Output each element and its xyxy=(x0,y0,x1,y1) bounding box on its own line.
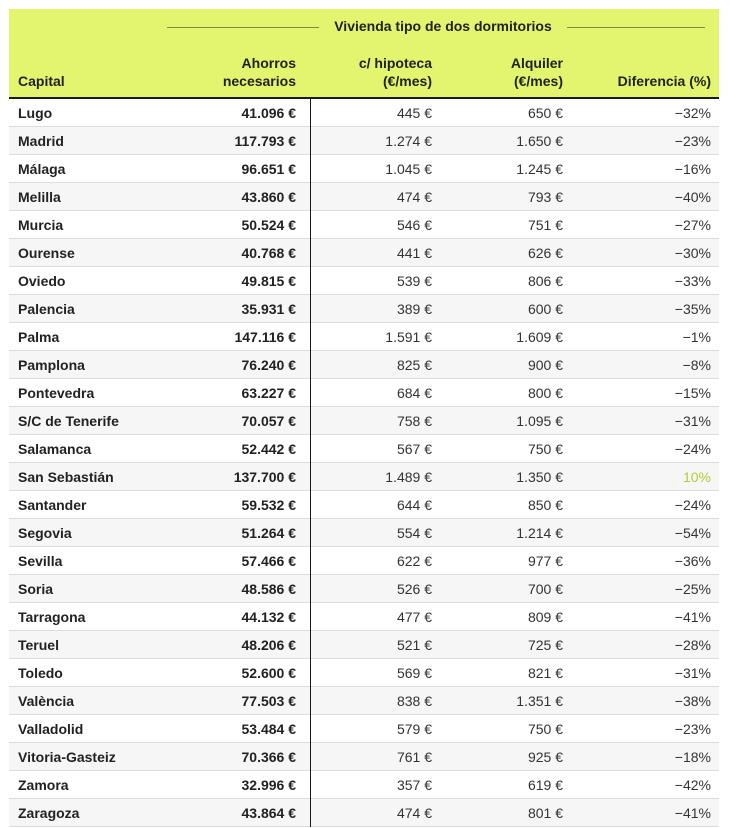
cell-capital: Murcia xyxy=(18,217,64,233)
table-row xyxy=(9,239,719,267)
table-row xyxy=(9,715,719,743)
cell-capital: Palma xyxy=(18,329,60,345)
cell-hipoteca: 554 € xyxy=(396,525,432,541)
cell-capital: Málaga xyxy=(18,161,66,177)
header-hipoteca-line2: (€/mes) xyxy=(382,73,432,89)
cell-ahorros: 53.484 € xyxy=(241,721,296,737)
cell-ahorros: 117.793 € xyxy=(234,133,296,149)
cell-hipoteca: 526 € xyxy=(396,581,432,597)
table-row xyxy=(9,407,719,435)
cell-ahorros: 77.503 € xyxy=(241,693,296,709)
cell-alquiler: 626 € xyxy=(527,245,563,261)
cell-diferencia: −38% xyxy=(674,693,711,709)
cell-capital: Madrid xyxy=(18,133,64,149)
cell-capital: Ourense xyxy=(18,245,75,261)
table-row xyxy=(9,631,719,659)
cell-hipoteca: 684 € xyxy=(396,385,432,401)
table-row xyxy=(9,743,719,771)
header-alquiler-line2: (€/mes) xyxy=(513,73,563,89)
cell-hipoteca: 445 € xyxy=(396,105,432,121)
cell-diferencia: −25% xyxy=(674,581,711,597)
cell-ahorros: 48.206 € xyxy=(241,637,296,653)
cell-diferencia: −24% xyxy=(674,497,711,513)
table-row xyxy=(9,323,719,351)
table-row xyxy=(9,183,719,211)
table-row xyxy=(9,267,719,295)
header-alquiler xyxy=(439,54,563,90)
cell-diferencia: −30% xyxy=(674,245,711,261)
cell-alquiler: 850 € xyxy=(527,497,563,513)
header-ahorros xyxy=(159,54,296,90)
header-ahorros-line1: Ahorros xyxy=(241,55,296,71)
cell-capital: Oviedo xyxy=(18,273,66,289)
cell-capital: Salamanca xyxy=(18,441,92,457)
cell-diferencia: −36% xyxy=(674,553,711,569)
cell-alquiler: 600 € xyxy=(527,301,563,317)
table-row xyxy=(9,463,719,491)
cell-diferencia: −31% xyxy=(674,665,711,681)
cell-ahorros: 96.651 € xyxy=(241,161,296,177)
cell-capital: Tarragona xyxy=(18,609,86,625)
cell-diferencia: −23% xyxy=(674,721,711,737)
cell-capital: Pontevedra xyxy=(18,385,95,401)
cell-alquiler: 900 € xyxy=(527,357,563,373)
cell-diferencia: −35% xyxy=(674,301,711,317)
cell-hipoteca: 477 € xyxy=(396,609,432,625)
table-row xyxy=(9,295,719,323)
cell-alquiler: 809 € xyxy=(527,609,563,625)
cell-diferencia: −31% xyxy=(674,413,711,429)
table-row xyxy=(9,519,719,547)
header-capital: Capital xyxy=(18,73,65,89)
cell-hipoteca: 838 € xyxy=(396,693,432,709)
cell-ahorros: 43.860 € xyxy=(241,189,296,205)
table-row xyxy=(9,127,719,155)
cell-hipoteca: 539 € xyxy=(396,273,432,289)
cell-ahorros: 49.815 € xyxy=(241,273,296,289)
table-header xyxy=(9,9,719,99)
cell-diferencia: −18% xyxy=(674,749,711,765)
table-row xyxy=(9,603,719,631)
cell-ahorros: 147.116 € xyxy=(234,329,296,345)
cell-diferencia: −27% xyxy=(674,217,711,233)
cell-ahorros: 43.864 € xyxy=(241,805,296,821)
group-title: Vivienda tipo de dos dormitorios xyxy=(334,18,552,34)
table-row xyxy=(9,771,719,799)
cell-hipoteca: 622 € xyxy=(396,553,432,569)
cell-diferencia: 10% xyxy=(682,469,711,485)
column-divider xyxy=(310,99,311,827)
cell-capital: Toledo xyxy=(18,665,63,681)
cell-capital: València xyxy=(18,693,75,709)
cell-ahorros: 41.096 € xyxy=(241,105,296,121)
cell-diferencia: −33% xyxy=(674,273,711,289)
cell-alquiler: 801 € xyxy=(527,805,563,821)
cell-diferencia: −16% xyxy=(674,161,711,177)
cell-ahorros: 52.600 € xyxy=(241,665,296,681)
cell-ahorros: 44.132 € xyxy=(241,609,296,625)
cell-ahorros: 32.996 € xyxy=(241,777,296,793)
cell-ahorros: 52.442 € xyxy=(241,441,296,457)
cell-diferencia: −41% xyxy=(674,609,711,625)
cell-alquiler: 650 € xyxy=(527,105,563,121)
cell-hipoteca: 644 € xyxy=(396,497,432,513)
cell-diferencia: −8% xyxy=(682,357,711,373)
table-row xyxy=(9,547,719,575)
table-row xyxy=(9,799,719,827)
table-row xyxy=(9,435,719,463)
cell-capital: Segovia xyxy=(18,525,72,541)
header-hipoteca-line1: c/ hipoteca xyxy=(358,55,432,71)
header-ahorros-line2: necesarios xyxy=(222,73,296,89)
cell-diferencia: −40% xyxy=(674,189,711,205)
cell-capital: Palencia xyxy=(18,301,75,317)
cell-ahorros: 76.240 € xyxy=(241,357,296,373)
table-body xyxy=(9,99,719,827)
cell-ahorros: 70.366 € xyxy=(241,749,296,765)
cell-diferencia: −23% xyxy=(674,133,711,149)
cell-hipoteca: 357 € xyxy=(396,777,432,793)
cell-ahorros: 57.466 € xyxy=(241,553,296,569)
cell-alquiler: 700 € xyxy=(527,581,563,597)
cell-capital: Sevilla xyxy=(18,553,63,569)
cell-alquiler: 1.245 € xyxy=(516,161,563,177)
cell-capital: San Sebastián xyxy=(18,469,114,485)
table-row xyxy=(9,575,719,603)
cell-ahorros: 70.057 € xyxy=(241,413,296,429)
cell-capital: Pamplona xyxy=(18,357,85,373)
cell-capital: Zaragoza xyxy=(18,805,80,821)
cell-alquiler: 751 € xyxy=(527,217,563,233)
cell-alquiler: 750 € xyxy=(527,721,563,737)
cell-ahorros: 51.264 € xyxy=(241,525,296,541)
cell-ahorros: 59.532 € xyxy=(241,497,296,513)
cell-alquiler: 1.350 € xyxy=(516,469,563,485)
header-hipoteca xyxy=(314,54,432,90)
cell-hipoteca: 1.045 € xyxy=(385,161,432,177)
cell-hipoteca: 825 € xyxy=(396,357,432,373)
cell-capital: Melilla xyxy=(18,189,61,205)
cell-hipoteca: 389 € xyxy=(396,301,432,317)
cell-hipoteca: 1.591 € xyxy=(385,329,432,345)
cell-diferencia: −41% xyxy=(674,805,711,821)
table-row xyxy=(9,491,719,519)
table-row xyxy=(9,379,719,407)
cell-hipoteca: 441 € xyxy=(396,245,432,261)
cell-ahorros: 63.227 € xyxy=(241,385,296,401)
cell-hipoteca: 474 € xyxy=(396,189,432,205)
cell-alquiler: 1.214 € xyxy=(516,525,563,541)
group-rule-right xyxy=(567,27,705,28)
cell-alquiler: 725 € xyxy=(527,637,563,653)
table-row xyxy=(9,687,719,715)
cell-capital: Teruel xyxy=(18,637,59,653)
group-rule-left xyxy=(167,27,319,28)
table-row xyxy=(9,659,719,687)
cell-ahorros: 137.700 € xyxy=(233,469,296,485)
cell-diferencia: −42% xyxy=(674,777,711,793)
cell-hipoteca: 567 € xyxy=(396,441,432,457)
cell-capital: Vitoria-Gasteiz xyxy=(18,749,116,765)
cell-capital: Valladolid xyxy=(18,721,84,737)
table-row xyxy=(9,351,719,379)
cell-alquiler: 800 € xyxy=(527,385,563,401)
cell-hipoteca: 758 € xyxy=(396,413,432,429)
cell-alquiler: 1.609 € xyxy=(516,329,563,345)
cell-ahorros: 35.931 € xyxy=(241,301,296,317)
cell-alquiler: 793 € xyxy=(527,189,563,205)
cell-diferencia: −1% xyxy=(682,329,711,345)
cell-diferencia: −32% xyxy=(674,105,711,121)
cell-hipoteca: 1.489 € xyxy=(385,469,432,485)
cell-ahorros: 48.586 € xyxy=(241,581,296,597)
cell-hipoteca: 569 € xyxy=(396,665,432,681)
cell-ahorros: 40.768 € xyxy=(241,245,296,261)
cell-alquiler: 750 € xyxy=(527,441,563,457)
cell-alquiler: 619 € xyxy=(527,777,563,793)
cell-capital: S/C de Tenerife xyxy=(18,413,119,429)
cell-hipoteca: 579 € xyxy=(396,721,432,737)
cell-alquiler: 1.351 € xyxy=(516,693,563,709)
cell-hipoteca: 474 € xyxy=(396,805,432,821)
cell-hipoteca: 761 € xyxy=(396,749,432,765)
cell-diferencia: −28% xyxy=(674,637,711,653)
cell-hipoteca: 546 € xyxy=(396,217,432,233)
cell-capital: Soria xyxy=(18,581,54,597)
cell-capital: Santander xyxy=(18,497,87,513)
table-row xyxy=(9,99,719,127)
cell-alquiler: 925 € xyxy=(527,749,563,765)
header-diferencia: Diferencia (%) xyxy=(617,73,711,89)
cell-alquiler: 977 € xyxy=(527,553,563,569)
cell-alquiler: 1.095 € xyxy=(516,413,563,429)
table-row xyxy=(9,211,719,239)
header-alquiler-line1: Alquiler xyxy=(510,55,563,71)
cell-ahorros: 50.524 € xyxy=(241,217,296,233)
cell-hipoteca: 521 € xyxy=(396,637,432,653)
cell-alquiler: 1.650 € xyxy=(516,133,563,149)
cell-capital: Zamora xyxy=(18,777,69,793)
cell-alquiler: 806 € xyxy=(527,273,563,289)
housing-table xyxy=(9,9,719,827)
cell-alquiler: 821 € xyxy=(527,665,563,681)
cell-diferencia: −24% xyxy=(674,441,711,457)
table-row xyxy=(9,155,719,183)
cell-hipoteca: 1.274 € xyxy=(385,133,432,149)
cell-capital: Lugo xyxy=(18,105,53,121)
cell-diferencia: −54% xyxy=(674,525,711,541)
cell-diferencia: −15% xyxy=(674,385,711,401)
